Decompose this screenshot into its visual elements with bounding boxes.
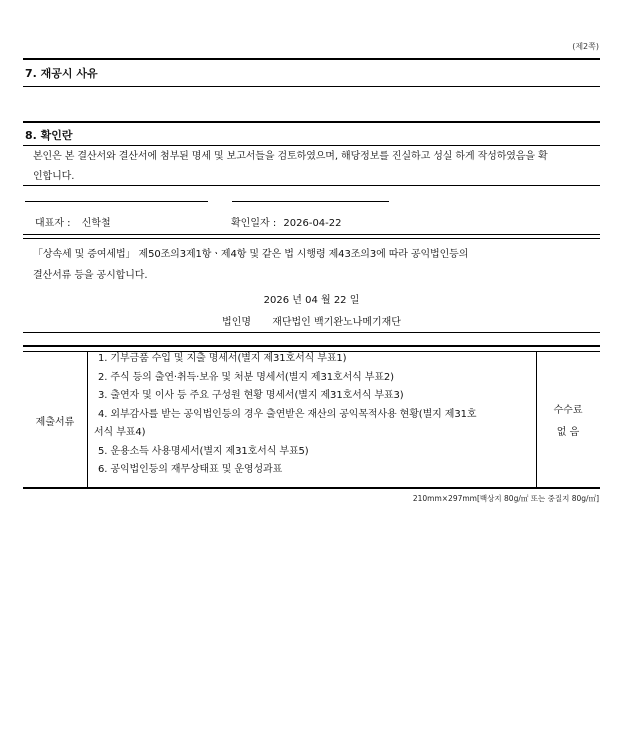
representative-name: 신학철: [81, 218, 111, 229]
section7-title: 7. 재공시 사유: [25, 67, 98, 80]
notice-date: 2026 년 04 월 22 일: [263, 295, 360, 306]
documents-list: [94, 350, 538, 480]
table-bottom-border: [23, 487, 600, 489]
list-item: 3. 출연자 및 이사 등 주요 구성원 현황 명세서(별지 제31호서식 부표3): [98, 390, 404, 401]
divider: [23, 86, 600, 87]
divider: [23, 185, 600, 186]
date-label: 확인일자 :: [231, 218, 277, 229]
section8-title: 8. 확인란: [25, 129, 73, 142]
documents-label: 제출서류: [35, 417, 75, 428]
list-item: 서식 부표4): [94, 427, 146, 438]
divider: [23, 234, 600, 235]
table-top-border: [23, 345, 600, 347]
divider: [23, 121, 600, 123]
statement-line: 인합니다.: [33, 171, 75, 182]
page-number: (제2쪽): [572, 42, 599, 51]
representative: [35, 214, 111, 229]
confirmation-date: [231, 214, 342, 229]
date-value: 2026-04-22: [283, 218, 342, 229]
divider: [23, 58, 600, 60]
disclosure-notice: [33, 244, 468, 286]
fee-label: 수수료: [553, 405, 583, 416]
divider: [23, 145, 600, 146]
signature-line: [25, 201, 208, 202]
list-item: 6. 공익법인등의 재무상태표 및 운영성과표: [98, 464, 283, 475]
statement-line: 본인은 본 결산서와 결산서에 첨부된 명세 및 보고서들을 검토하였으며, 해당정보를 진실하고 성실 하게 작성하였음을 확: [33, 151, 548, 162]
notice-line: 「상속세 및 증여세법」 제50조의3제1항ㆍ제4항 및 같은 법 시행령 제43조의3에 따라 공익법인등의: [33, 249, 469, 260]
list-item: 4. 외부감사를 받는 공익법인등의 경우 출연받은 재산의 공익목적사용 현황(별지 제31호: [98, 408, 477, 420]
confirmation-statement: [33, 147, 598, 187]
representative-label: 대표자 :: [35, 218, 71, 229]
corp-name: 재단법인 백기완노나메기재단: [272, 317, 401, 328]
list-item: 5. 운용소득 사용명세서(별지 제31호서식 부표5): [98, 445, 309, 457]
fee-value: 없 음: [556, 427, 580, 438]
fee-cell: [536, 400, 600, 444]
corp-label: 법인명: [222, 317, 252, 328]
corporation: [23, 313, 600, 328]
paper-spec-note: 210mm×297mm[백상지 80g/㎡ 또는 중질지 80g/㎡]: [412, 494, 599, 503]
notice-line: 결산서류 등을 공시합니다.: [33, 270, 148, 281]
divider: [23, 332, 600, 333]
signature-line: [232, 201, 389, 202]
divider: [23, 238, 600, 239]
list-item: 1. 기부금품 수입 및 지출 명세서(별지 제31호서식 부표1): [98, 353, 347, 364]
list-item: 2. 주식 등의 출연·취득·보유 및 처분 명세서(별지 제31호서식 부표2): [98, 371, 394, 383]
table-column-divider: [87, 351, 88, 488]
